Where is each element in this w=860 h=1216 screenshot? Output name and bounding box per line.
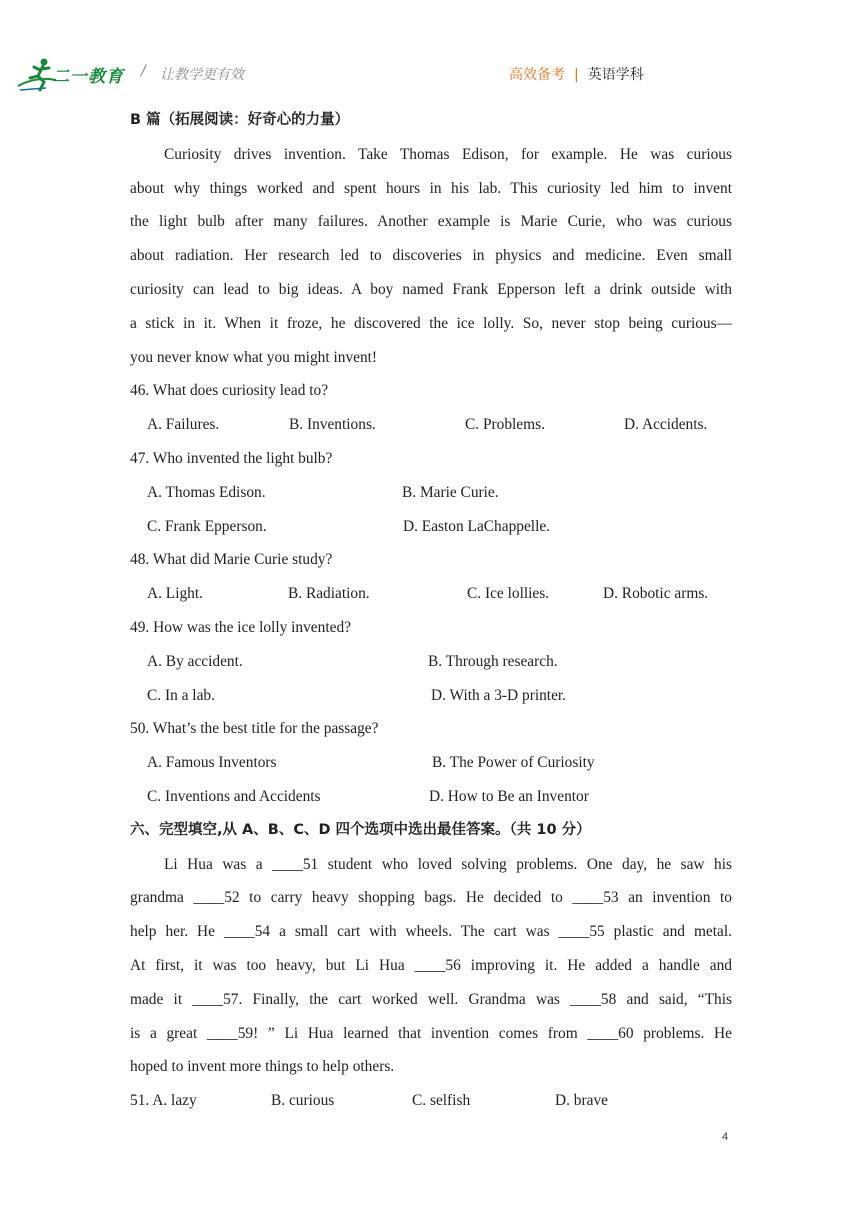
option-a: A. By accident. — [147, 652, 243, 670]
option-b: B. Radiation. — [288, 585, 370, 603]
question-49-options-ab — [130, 645, 732, 679]
question-51-options — [130, 1084, 732, 1118]
cloze-line: made it ____57. Finally, the cart worked well. Grandma was ____58 and said, “This — [130, 990, 732, 1008]
option-c: C. In a lab. — [147, 686, 215, 704]
page-header — [0, 0, 860, 100]
cloze-line: help her. He ____54 a small cart with wheels. The cart was ____55 plastic and metal. — [130, 923, 732, 941]
option-c: C. Frank Epperson. — [147, 517, 267, 535]
option-a: A. Light. — [147, 585, 204, 603]
option-c: C. selfish — [412, 1092, 471, 1110]
option-b: B. Through research. — [428, 652, 558, 670]
option-c: C. Inventions and Accidents — [147, 787, 321, 805]
cloze-line: hoped to invent more things to help others. — [130, 1058, 395, 1076]
question-47-stem: 47. Who invented the light bulb? — [130, 449, 333, 467]
option-b: B. The Power of Curiosity — [432, 754, 595, 772]
question-50-stem: 50. What’s the best title for the passage? — [130, 720, 379, 738]
option-d: D. Robotic arms. — [603, 585, 709, 603]
question-47-options-ab — [130, 476, 732, 510]
cloze-line: At first, it was too heavy, but Li Hua ____56 improving it. He added a handle and — [130, 956, 732, 974]
option-c: C. Ice lollies. — [467, 585, 550, 603]
question-47-options-cd — [130, 510, 732, 544]
passage-line: you never know what you might invent! — [130, 348, 378, 366]
question-49-stem: 49. How was the ice lolly invented? — [130, 618, 351, 636]
option-b: B. Inventions. — [289, 416, 376, 434]
header-subject-label: 英语学科 — [587, 67, 644, 83]
header-right — [509, 64, 644, 84]
header-slogan: 让教学更有效 — [160, 67, 244, 83]
question-49-options-cd — [130, 679, 732, 713]
option-d: D. How to Be an Inventor — [429, 787, 589, 805]
option-a: A. Failures. — [147, 416, 220, 434]
option-a: A. Thomas Edison. — [147, 483, 266, 501]
question-51-stem: 51. A. lazy — [130, 1092, 197, 1110]
option-d: D. Accidents. — [624, 416, 708, 434]
header-slash: / — [141, 63, 146, 79]
section-6-heading: 六、完型填空,从 A、B、C、D 四个选项中选出最佳答案。（共 10 分） — [130, 821, 591, 838]
option-d: D. With a 3-D printer. — [431, 686, 567, 704]
option-b: B. Marie Curie. — [402, 483, 499, 501]
option-b: B. curious — [271, 1092, 335, 1110]
question-46-stem: 46. What does curiosity lead to? — [130, 382, 329, 400]
cloze-line: grandma ____52 to carry heavy shopping bags. He decided to ____53 an invention to — [130, 889, 732, 907]
passage-line: about why things worked and spent hours in his lab. This curiosity led him to invent — [130, 179, 732, 197]
option-c: C. Problems. — [465, 416, 545, 434]
question-48-options — [130, 577, 732, 611]
option-d: D. Easton LaChappelle. — [403, 517, 551, 535]
page-number: 4 — [722, 1131, 729, 1143]
cloze-line: Li Hua was a ____51 student who loved solving problems. One day, he saw his — [164, 855, 732, 873]
question-50-options-cd — [130, 780, 732, 814]
passage-line: curiosity can lead to big ideas. A boy named Frank Epperson left a drink outside with — [130, 280, 732, 298]
option-a: A. Famous Inventors — [147, 754, 277, 772]
cloze-line: is a great ____59! ” Li Hua learned that invention comes from ____60 problems. He — [130, 1024, 732, 1042]
question-48-stem: 48. What did Marie Curie study? — [130, 551, 333, 569]
section-b-heading: B 篇（拓展阅读：好奇心的力量） — [130, 112, 350, 128]
passage-line: Curiosity drives invention. Take Thomas Edison, for example. He was curious — [164, 145, 732, 163]
question-46-options — [130, 408, 732, 442]
page-content — [130, 104, 732, 1118]
passage-line: about radiation. Her research led to discoveries in physics and medicine. Even small — [130, 247, 732, 265]
passage-line: a stick in it. When it froze, he discovered the ice lolly. So, never stop being curious— — [130, 314, 732, 332]
header-exam-label: 高效备考 — [509, 67, 565, 83]
option-d: D. brave — [555, 1092, 608, 1110]
logo-text: 二一教育 — [52, 67, 124, 87]
question-50-options-ab — [130, 746, 732, 780]
passage-line: the light bulb after many failures. Another example is Marie Curie, who was curious — [130, 213, 732, 231]
header-separator: | — [574, 67, 579, 83]
